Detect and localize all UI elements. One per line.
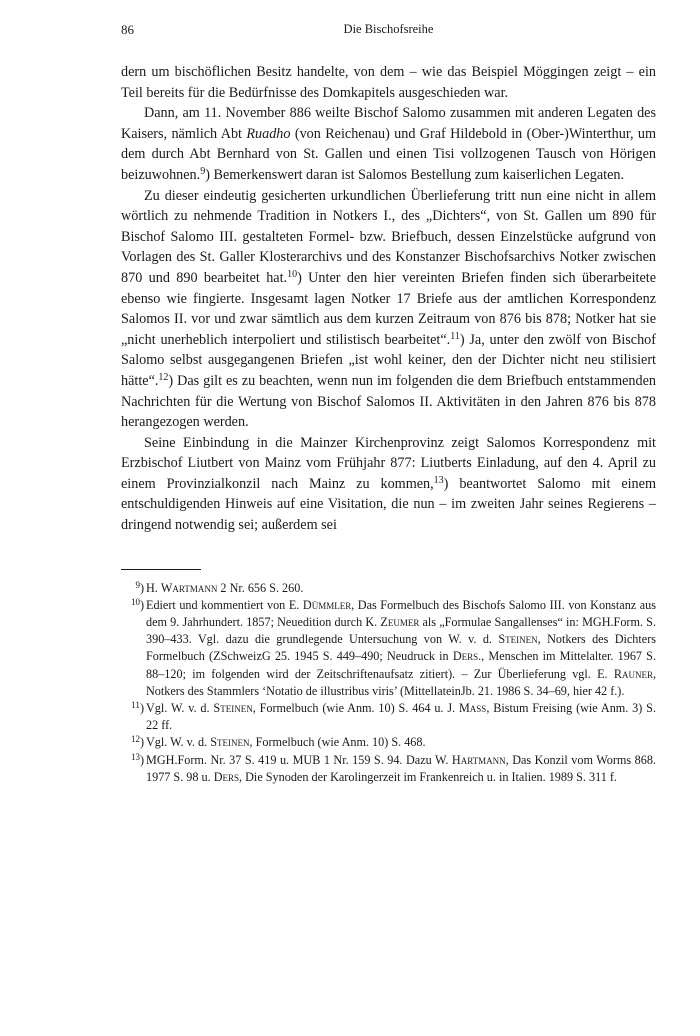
author-name: Mass xyxy=(458,701,487,716)
text-run: , Menschen im Mittelalter. 1967 S. 88–120; im folgenden wird der Zeitschriftenaufsatz zitiert). – Zur Überlieferung vgl. E. xyxy=(146,649,657,681)
text-run: MGH.Form. Nr. 37 S. 419 u. MUB 1 Nr. 159 S. 94. Dazu W. xyxy=(146,752,452,767)
text-run: dern um bischöflichen Besitz handelte, von dem – wie das Beispiel Möggingen zeigt – ein Teil bereits für die Bedürfnisse des Domkapitels ausgeschieden war. xyxy=(121,64,656,101)
paragraph xyxy=(121,62,656,103)
footnote-number-digits: 12 xyxy=(130,734,140,745)
text-run: Vgl. W. v. d. xyxy=(146,735,211,750)
footnote-number: $^{12}$) xyxy=(130,734,144,750)
text-run: , Die Synoden der Karolingerzeit im Frankenreich u. in Italien. 1989 S. 311 f. xyxy=(239,769,617,784)
text-run: ) Das gilt es zu beachten, wenn nun im folgenden die dem Briefbuch entstammenden Nachrichten für die Wertung von Bischof Salomos II. Aktivitäten in den Jahren 876 bis 878 herangezogen werden. xyxy=(121,372,656,431)
author-name: Ders xyxy=(213,769,240,784)
author-name: Zeumer xyxy=(380,615,420,630)
footnote-number-digits: 10 xyxy=(130,596,140,607)
footnote xyxy=(121,752,656,786)
footnote-number: $^{10}$) xyxy=(130,596,144,612)
footnote-reference: 10 xyxy=(287,268,298,280)
text-run: ) Bemerkenswert daran ist Salomos Bestellung zum kaiserlichen Legaten. xyxy=(205,166,625,183)
text-run: , Bistum Freising (wie Anm. 3) S. 22 ff. xyxy=(146,701,656,733)
author-name: Ders. xyxy=(452,649,482,664)
text-run: , Das Konzil vom Worms 868. 1977 S. 98 u. xyxy=(146,752,656,784)
footnote-number-digits: 9 xyxy=(135,579,140,590)
author-name: Steinen xyxy=(210,735,250,750)
text-run: Vgl. W. v. d. xyxy=(146,701,214,716)
text-run: , Notkers des Stammlers ‘Notatio de illustribus viris’ (MittellateinJb. 21. 1986 S. 34–69, hier 42 f.). xyxy=(146,666,656,698)
paragraph xyxy=(121,433,656,536)
footnote-number: $^9$) xyxy=(135,579,144,595)
author-name: Wartmann xyxy=(160,580,218,595)
text-run: , Notkers des Dichters Formelbuch (ZSchweizG 25. 1945 S. 449–490; Neudruck in xyxy=(146,632,656,664)
footnote-reference: 9 xyxy=(200,165,206,177)
footnote-number-digits: 11 xyxy=(131,700,140,711)
page-number: 86 xyxy=(121,22,134,37)
text-run: ) Ja, unter den zwölf von Bischof Salomo selbst ausgegangenen Briefen „ist wohl keiner, den der Dichter nicht neu stilisiert hätte“. xyxy=(121,331,656,389)
text-run: ) beantwortet Salomo mit einem entschuldigenden Hinweis auf eine Visitation, die nun – im zweiten Jahr seines Regierens – dringend notwendig sei; außerdem sei xyxy=(121,475,656,534)
text-run: 2 Nr. 656 S. 260. xyxy=(217,580,304,595)
footnote xyxy=(121,734,656,751)
footnote-separator xyxy=(121,569,201,570)
footnote-text xyxy=(146,598,656,698)
footnote-reference: 11 xyxy=(450,330,460,342)
text-run: (von Reichenau) und Graf Hildebold in (Ober-)Winterthur, um dem durch Abt Bernhard von St. Gallen und einen Tisi vollzogenen Tausch von Hörigen beizuwohnen. xyxy=(121,125,656,183)
footnote xyxy=(121,597,656,700)
footnote-number: $^{13}$) xyxy=(130,751,144,767)
text-run: , Das Formelbuch des Bischofs Salomo III. von Konstanz aus dem 9. Jahrhundert. 1857; Neuedition durch K. xyxy=(146,597,657,630)
author-name: Steinen xyxy=(213,701,253,716)
footnote-number: $^{11}$) xyxy=(131,700,144,716)
footnote-text xyxy=(146,753,656,784)
text-run: H. xyxy=(146,580,161,595)
footnote xyxy=(121,700,656,734)
footnote-text xyxy=(146,735,426,749)
text-run: Ediert und kommentiert von E. xyxy=(146,597,303,612)
text-run: ) Unter den hier vereinten Briefen finden sich überarbeitete ebenso wie fingierte. Insgesamt lagen Notker 17 Briefe aus der amtlichen Korrespondenz Salomos II. vor und zwar sämtlich aus dem kurzen Zeitraum von 876 bis 878; Notker hat sie „nicht unerheblich interpoliert und stilistisch bearbeitet“. xyxy=(121,269,656,348)
author-name: Hartmann xyxy=(451,752,506,767)
footnotes xyxy=(121,580,656,786)
italic-text: Ruadho xyxy=(246,125,291,142)
text-run: Dann, am 11. November 886 weilte Bischof Salomo zusammen mit anderen Legaten des Kaisers, nämlich Abt xyxy=(121,105,656,142)
author-name: Rauner xyxy=(613,666,653,681)
author-name: Dümmler xyxy=(302,597,352,612)
paragraph xyxy=(121,103,656,185)
footnote-number-digits: 13 xyxy=(130,751,140,762)
text-run: , Formelbuch (wie Anm. 10) S. 464 u. J. xyxy=(252,701,459,716)
running-head: Die Bischofsreihe xyxy=(343,22,434,36)
main-text xyxy=(121,62,656,536)
footnote-text xyxy=(146,701,656,732)
text-run: Seine Einbindung in die Mainzer Kirchenprovinz zeigt Salomos Korrespondenz mit Erzbischof Liutbert von Mainz vom Frühjahr 877: Liutberts Einladung, auf den 4. April zu einem Provinzialkonzil nach Mainz zu kommen, xyxy=(121,434,656,492)
author-name: Steinen xyxy=(498,632,538,647)
footnote-reference: 12 xyxy=(158,371,169,383)
paragraph xyxy=(121,186,656,433)
text-run: Zu dieser eindeutig gesicherten urkundlichen Überlieferung tritt nun eine nicht in allem wörtlich zu nehmende Tradition in Notkers I., des „Dichters“, von St. Gallen um 890 für Bischof Salomo III. gestalteten Formel- bzw. Briefbuch, dessen Einzelstücke aufgrund von Vorlagen des St. Galler Klosterarchivs und des Konstanzer Bischofsarchivs Notker zwischen 870 und 890 bearbeitet hat. xyxy=(121,187,656,286)
footnote-text xyxy=(146,581,303,595)
footnote-reference: 13 xyxy=(433,474,444,486)
page-header xyxy=(121,22,656,42)
footnote xyxy=(121,580,656,597)
text-run: als „Formulae Sangallenses“ in: MGH.Form. S. 390–433. Vgl. dazu die grundlegende Untersuchung von W. v. d. xyxy=(146,615,657,647)
book-page xyxy=(121,0,656,786)
text-run: , Formelbuch (wie Anm. 10) S. 468. xyxy=(249,735,426,750)
